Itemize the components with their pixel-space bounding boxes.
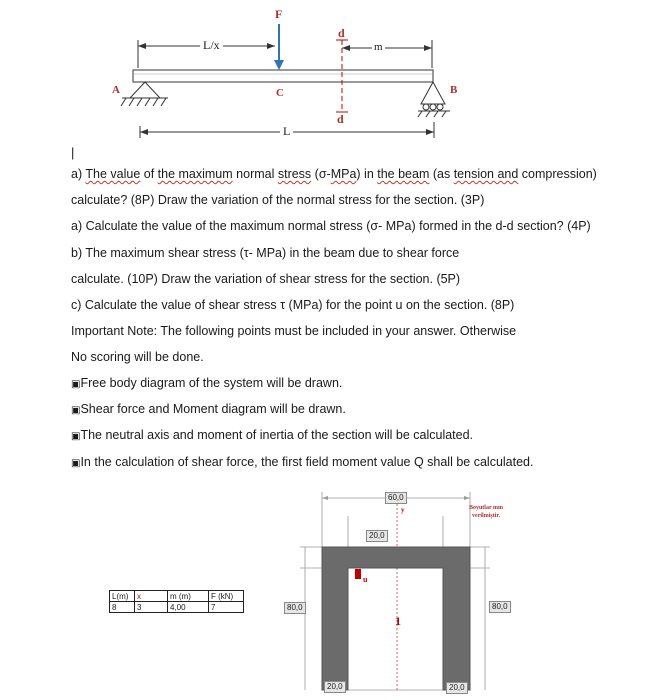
question-line-5: calculate. (10P) Draw the variation of shear stress for the section. (5P) [71,272,461,286]
checkbox-icon: ▣ [71,405,81,416]
label-m: m [374,41,383,53]
label-b: B [450,84,458,96]
pin-support-a [121,82,168,106]
dim-right: 80,0 [489,601,511,613]
no-scoring-note: No scoring will be done. [71,350,204,364]
label-a: A [112,84,120,96]
table-cell: 3 [135,602,168,613]
bullet-3: ▣The neutral axis and moment of inertia of the section will be calculated. [71,428,474,442]
dim-bottom-right: 20,0 [446,682,468,694]
question-line-4: b) The maximum shear stress (τ- MPa) in the beam due to shear force [71,246,460,260]
checkbox-icon: ▣ [71,431,81,442]
table-cell: 4,00 [168,602,209,613]
beam-diagram [0,0,648,150]
point-u-marker [355,569,361,579]
label-l: L [280,124,293,139]
label-1: 1 [395,614,401,628]
label-y: y [401,506,405,514]
label-d-top: d [338,26,345,40]
label-f: F [275,7,283,21]
question-line-6: c) Calculate the value of shear stress τ (MPa) for the point u on the section. (8P) [71,298,515,312]
dim-bottom-left: 20,0 [324,681,346,693]
question-line-1: a) The value of the maximum normal stress (σ-MPa) in the beam (as tension and compression) [71,167,597,181]
text-cursor: | [71,145,75,160]
label-lx: L/x [200,38,223,53]
beam [133,70,433,82]
question-line-3: a) Calculate the value of the maximum normal stress (σ- MPa) formed in the d-d section? (4P) [71,219,591,233]
label-d-bottom: d [337,112,344,126]
bullet-4: ▣In the calculation of shear force, the first field moment value Q shall be calculated. [71,455,534,469]
table-cell: 8 [110,602,135,613]
checkbox-icon: ▣ [71,458,81,469]
dim-flange: 20,0 [366,530,388,542]
table-header: F (kN) [209,591,244,602]
table-header: L(m) [110,591,135,602]
important-note: Important Note: The following points must be included in your answer. Otherwise [71,324,517,338]
checkbox-icon: ▣ [71,379,81,390]
table-header: m (m) [168,591,209,602]
dim-top: 60,0 [385,492,407,504]
bullet-1: ▣Free body diagram of the system will be drawn. [71,376,343,390]
table-cell: 7 [209,602,244,613]
label-c: C [276,87,284,99]
label-u: u [363,575,368,584]
dimensions-note: Boyutlar mm verilmiştir. [468,505,504,519]
roller-support-b [418,82,450,117]
bullet-2: ▣Shear force and Moment diagram will be drawn. [71,402,346,416]
dim-left: 80,0 [284,602,306,614]
question-line-2: calculate? (8P) Draw the variation of the normal stress for the section. (3P) [71,193,485,207]
cross-section-diagram [0,470,648,700]
table-header: x [135,591,168,602]
